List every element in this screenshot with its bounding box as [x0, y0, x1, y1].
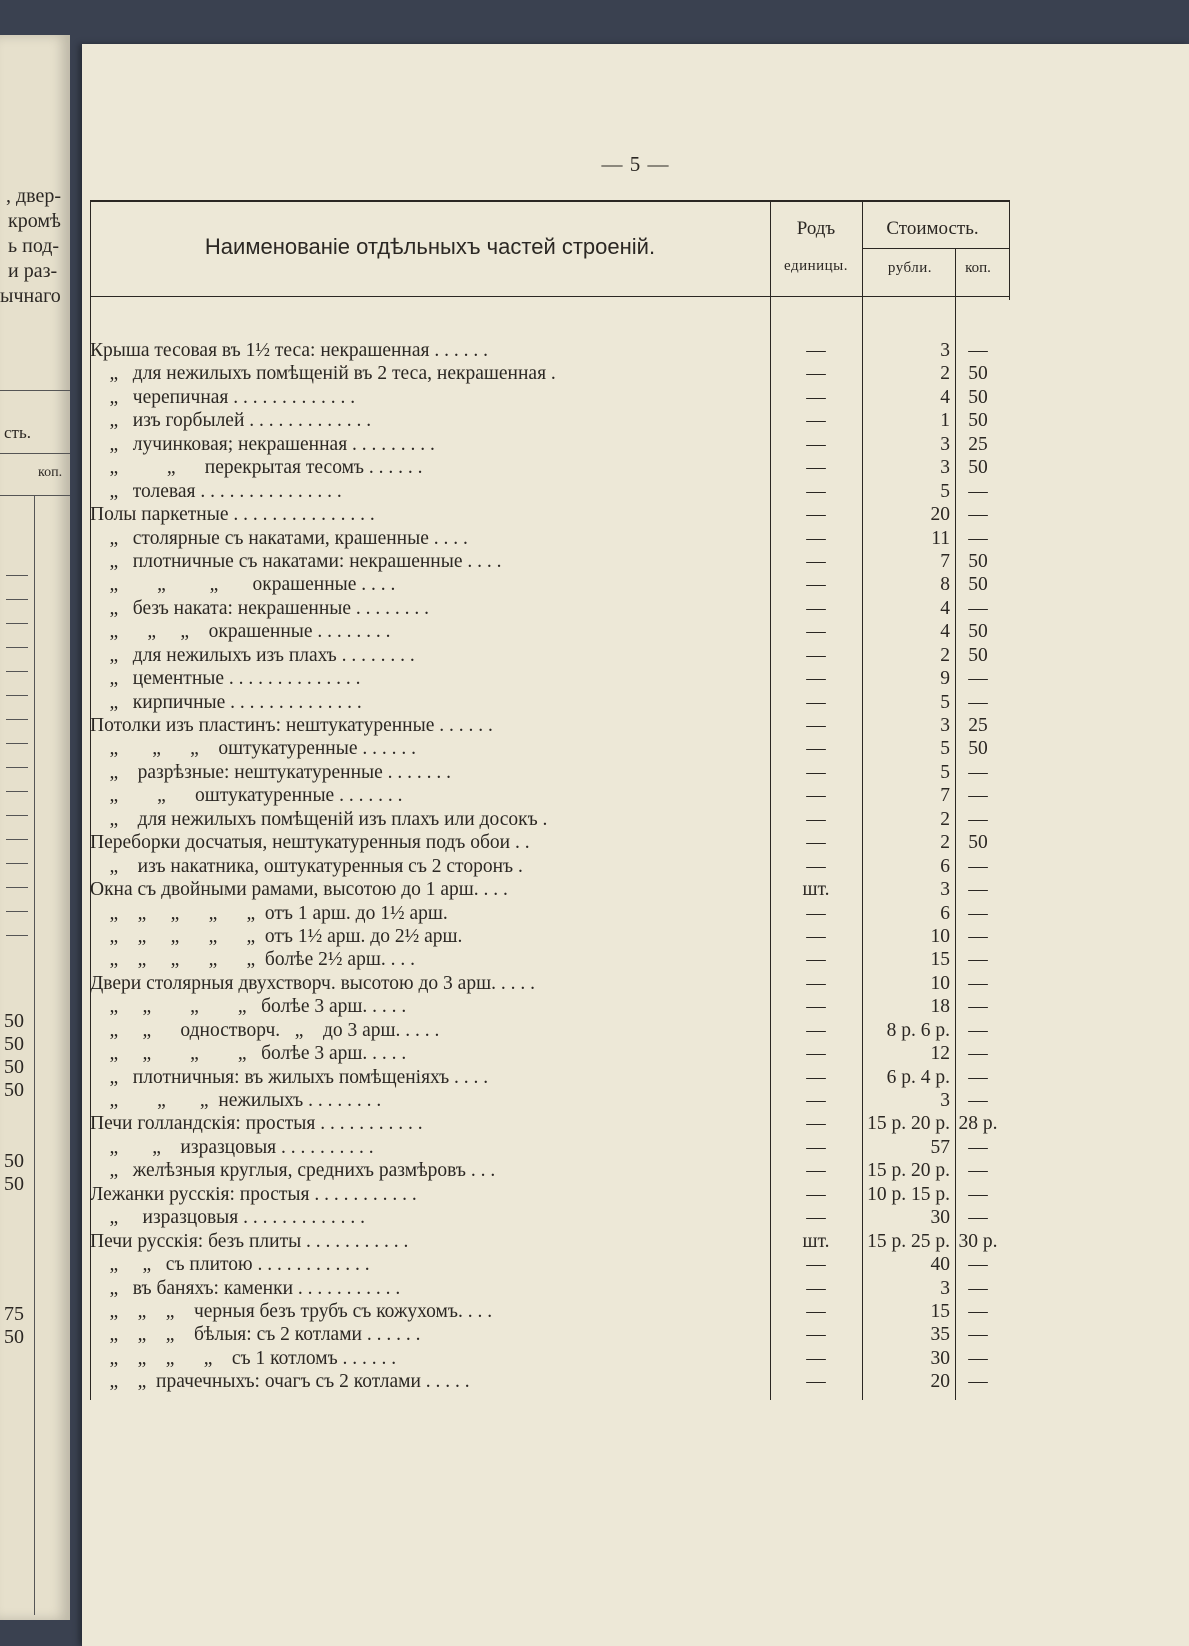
kop-cell: 30 р.	[958, 1230, 998, 1252]
rub-cell: 20	[930, 1371, 950, 1393]
rub-cell: 11	[931, 527, 950, 549]
rub-cell: 15 р. 20 р.	[867, 1113, 950, 1135]
unit-cell: —	[806, 1019, 826, 1041]
item-name: Печи русскія: безъ плиты . . . . . . . . . . .	[90, 1230, 409, 1252]
rub-cell: 30	[930, 1207, 950, 1229]
rub-cell: 9	[940, 668, 950, 690]
unit-cell: —	[806, 1160, 826, 1182]
kop-cell: 28 р.	[958, 1113, 998, 1135]
item-name: „ разрѣзные: нештукатуренные . . . . . . .	[90, 761, 452, 783]
item-name: Двери столярныя двухстворч. высотою до 3 арш. . . . .	[90, 972, 535, 994]
item-name: „ плотничныя: въ жилыхъ помѣщеніяхъ . . . .	[90, 1066, 489, 1088]
table-body	[90, 339, 1010, 1394]
left-fragment-text: и раз-	[8, 260, 58, 282]
kop-cell: —	[968, 1043, 988, 1065]
unit-cell: —	[806, 386, 826, 408]
kop-cell: —	[968, 480, 988, 502]
rub-cell: 5	[940, 691, 950, 713]
unit-cell: —	[806, 644, 826, 666]
rub-cell: 7	[940, 785, 950, 807]
left-fragment-value: 50	[4, 1079, 24, 1101]
rub-cell: 40	[930, 1254, 950, 1276]
unit-cell: —	[806, 761, 826, 783]
unit-cell: —	[806, 550, 826, 572]
left-fragment-value: 50	[4, 1010, 24, 1032]
unit-cell: —	[806, 527, 826, 549]
header-unit: Родъ	[796, 218, 836, 239]
rub-cell: 7	[940, 550, 950, 572]
left-fragment-text: , двер-	[6, 185, 62, 207]
kop-cell: —	[968, 996, 988, 1018]
table-row	[90, 761, 1010, 784]
unit-cell: —	[806, 949, 826, 971]
table-row	[90, 691, 1010, 714]
kop-cell: —	[968, 879, 988, 901]
table-row	[90, 1206, 1010, 1229]
left-fragment-dash	[6, 839, 28, 840]
item-name: Лежанки русскія: простыя . . . . . . . . . . .	[90, 1183, 417, 1205]
item-name: „ для нежилыхъ изъ плахъ . . . . . . . .	[90, 644, 415, 666]
header-cost: Стоимость.	[886, 218, 979, 239]
table-row	[90, 1089, 1010, 1112]
unit-cell: —	[806, 1277, 826, 1299]
table-row	[90, 386, 1010, 409]
kop-cell: —	[968, 785, 988, 807]
item-name: „ изразцовыя . . . . . . . . . . . . .	[90, 1207, 365, 1229]
kop-cell: 50	[968, 550, 988, 572]
unit-cell: —	[806, 1136, 826, 1158]
kop-cell: —	[968, 691, 988, 713]
table-row	[90, 667, 1010, 690]
item-name: „ „ съ плитою . . . . . . . . . . . .	[90, 1254, 370, 1276]
header-name: Наименованіе отдѣльныхъ частей строеній.	[204, 234, 656, 259]
rub-cell: 3	[940, 715, 950, 736]
unit-cell: —	[806, 1090, 826, 1111]
table-row	[90, 433, 1010, 456]
unit-cell: —	[806, 785, 826, 807]
left-fragment-rule	[0, 453, 70, 454]
rub-cell: 10 р. 15 р.	[867, 1183, 950, 1205]
left-fragment-dash	[6, 599, 28, 600]
table-row	[90, 362, 1010, 385]
table-row	[90, 1347, 1010, 1370]
item-name: „ „ „ „ съ 1 котломъ . . . . . .	[90, 1347, 397, 1369]
item-name: „ желѣзныя круглыя, среднихъ размѣровъ . . .	[90, 1160, 496, 1182]
rub-cell: 3	[940, 879, 950, 901]
rub-cell: 30	[930, 1347, 950, 1369]
table-row	[90, 1230, 1010, 1253]
left-fragment-text: ычнаго	[0, 285, 61, 307]
item-name: „ „ „ „ болѣе 3 арш. . . . .	[90, 1043, 407, 1065]
rub-cell: 5	[940, 480, 950, 502]
left-fragment-rule	[0, 495, 70, 496]
kop-cell: 50	[968, 386, 988, 408]
table-row	[90, 597, 1010, 620]
kop-cell: —	[968, 1347, 988, 1369]
table-row	[90, 878, 1010, 901]
rub-cell: 18	[930, 996, 950, 1018]
unit-cell: —	[806, 832, 826, 854]
item-name: „ „ прачечныхъ: очагъ съ 2 котлами . . . . .	[90, 1371, 470, 1393]
left-fragment-dash	[6, 911, 28, 912]
table-row	[90, 1183, 1010, 1206]
kop-cell: —	[968, 340, 988, 361]
rub-cell: 2	[940, 363, 950, 385]
table-row	[90, 1019, 1010, 1042]
left-fragment-dash	[6, 791, 28, 792]
item-name: „ для нежилыхъ помѣщеній въ 2 теса, некрашенная .	[90, 363, 556, 385]
header-bottom-border	[90, 296, 1010, 297]
item-name: Полы паркетные . . . . . . . . . . . . . . .	[90, 504, 375, 526]
kop-cell: —	[968, 1254, 988, 1276]
unit-cell: —	[806, 925, 826, 947]
kop-cell: 25	[968, 715, 988, 736]
left-fragment-value: 50	[4, 1150, 24, 1172]
item-name: „ „ „ „ „ отъ 1 арш. до 1½ арш.	[90, 902, 448, 924]
header-unit-sub: единицы.	[783, 258, 849, 274]
rub-cell: 6	[940, 855, 950, 877]
rub-cell: 1	[940, 410, 950, 432]
unit-cell: —	[806, 433, 826, 455]
kop-cell: —	[968, 1277, 988, 1299]
table-row	[90, 855, 1010, 878]
left-fragment-dash	[6, 743, 28, 744]
item-name: „ изъ накатника, оштукатуренныя съ 2 сторонъ .	[90, 855, 523, 877]
rub-cell: 57	[930, 1136, 950, 1158]
item-name: „ столярные съ накатами, крашенные . . . .	[90, 527, 468, 549]
unit-cell: —	[806, 1254, 826, 1276]
left-fragment-dash	[6, 623, 28, 624]
table-row	[90, 339, 1010, 362]
kop-cell: —	[968, 597, 988, 619]
rub-cell: 4	[940, 597, 950, 619]
kop-cell: —	[968, 1324, 988, 1346]
left-fragment-kop: коп.	[38, 465, 63, 480]
item-name: „ „ оштукатуренные . . . . . . .	[90, 785, 403, 807]
rub-cell: 5	[940, 738, 950, 760]
kop-cell: —	[968, 1019, 988, 1041]
price-table	[90, 200, 1010, 1400]
unit-cell: —	[806, 902, 826, 924]
item-name: „ изъ горбылей . . . . . . . . . . . . .	[90, 410, 372, 432]
table-row	[90, 1300, 1010, 1323]
rub-cell: 15	[930, 949, 950, 971]
unit-cell: —	[806, 574, 826, 596]
unit-cell: —	[806, 410, 826, 432]
table-row	[90, 948, 1010, 971]
rub-cell: 20	[930, 504, 950, 526]
table-row	[90, 1112, 1010, 1135]
kop-cell: —	[968, 1090, 988, 1111]
table-row	[90, 808, 1010, 831]
unit-cell: —	[806, 597, 826, 619]
item-name: „ „ „ „ „ отъ 1½ арш. до 2½ арш.	[90, 925, 463, 947]
table-row	[90, 995, 1010, 1018]
kop-cell: —	[968, 1066, 988, 1088]
kop-cell: —	[968, 1207, 988, 1229]
table-row	[90, 527, 1010, 550]
left-page-fragment	[0, 35, 70, 1620]
item-name: „ „ „ „ болѣе 3 арш. . . . .	[90, 996, 407, 1018]
table-row	[90, 1370, 1010, 1393]
rub-cell: 12	[930, 1043, 950, 1065]
table-row	[90, 1323, 1010, 1346]
item-name: „ „ „ черныя безъ трубъ съ кожухомъ. . . .	[90, 1300, 493, 1322]
table-row	[90, 1159, 1010, 1182]
left-fragment-dash	[6, 695, 28, 696]
kop-cell: 50	[968, 832, 988, 854]
kop-cell: —	[968, 949, 988, 971]
kop-cell: 50	[968, 410, 988, 432]
unit-cell: —	[806, 1207, 826, 1229]
left-fragment-dash	[6, 935, 28, 936]
unit-cell: —	[806, 1324, 826, 1346]
unit-cell: —	[806, 1347, 826, 1369]
unit-cell: —	[806, 855, 826, 877]
unit-cell: —	[806, 1066, 826, 1088]
kop-cell: —	[968, 761, 988, 783]
unit-cell: —	[806, 996, 826, 1018]
rub-cell: 3	[940, 457, 950, 479]
left-fragment-dash	[6, 647, 28, 648]
left-fragment-value: 50	[4, 1056, 24, 1078]
table-row	[90, 620, 1010, 643]
page-number: — 5 —	[601, 152, 670, 176]
rub-cell: 6	[940, 902, 950, 924]
header-rub: рубли.	[887, 260, 933, 276]
item-name: „ „ „ оштукатуренные . . . . . .	[90, 738, 416, 760]
rub-cell: 2	[940, 808, 950, 830]
kop-cell: —	[968, 925, 988, 947]
item-name: „ черепичная . . . . . . . . . . . . .	[90, 386, 356, 408]
item-name: „ „ перекрытая тесомъ . . . . . .	[90, 457, 423, 479]
item-name: Крыша тесовая въ 1½ теса: некрашенная . . . . . .	[90, 340, 488, 361]
unit-cell: —	[806, 1183, 826, 1205]
left-fragment-dash	[6, 575, 28, 576]
rub-cell: 10	[930, 925, 950, 947]
left-fragment-header: сть.	[4, 423, 31, 442]
item-name: Потолки изъ пластинъ: нештукатуренные . . . . . .	[90, 715, 493, 736]
unit-cell: —	[806, 504, 826, 526]
table-row	[90, 1042, 1010, 1065]
rub-cell: 8 р. 6 р.	[886, 1019, 950, 1041]
kop-cell: —	[968, 972, 988, 994]
table-row	[90, 714, 1010, 737]
table-row	[90, 972, 1010, 995]
item-name: „ „ „ окрашенные . . . .	[90, 574, 396, 596]
table-row	[90, 456, 1010, 479]
item-name: Переборки досчатыя, нештукатуренныя подъ обои . .	[90, 832, 530, 854]
left-fragment-dash	[6, 815, 28, 816]
unit-cell: —	[806, 715, 826, 736]
header-kop: коп.	[965, 260, 991, 276]
left-fragment-dash	[6, 767, 28, 768]
item-name: „ „ „ бѣлыя: съ 2 котлами . . . . . .	[90, 1324, 421, 1346]
item-name: „ цементные . . . . . . . . . . . . . .	[90, 668, 361, 690]
left-fragment-rule	[0, 390, 70, 391]
unit-cell: —	[806, 480, 826, 502]
left-fragment-value: 50	[4, 1326, 24, 1348]
kop-cell: —	[968, 1183, 988, 1205]
kop-cell: —	[968, 1300, 988, 1322]
kop-cell: —	[968, 527, 988, 549]
item-name: „ „ изразцовыя . . . . . . . . . .	[90, 1136, 374, 1158]
left-fragment-dash	[6, 671, 28, 672]
left-fragment-column-line	[34, 495, 35, 1615]
kop-cell: 50	[968, 644, 988, 666]
rub-cell: 3	[940, 1277, 950, 1299]
left-fragment-value: 75	[4, 1303, 24, 1325]
left-fragment-value: 50	[4, 1033, 24, 1055]
unit-cell: —	[806, 738, 826, 760]
table-row	[90, 831, 1010, 854]
table-row	[90, 737, 1010, 760]
table-row	[90, 573, 1010, 596]
rub-cell: 10	[930, 972, 950, 994]
unit-cell: —	[806, 972, 826, 994]
left-fragment-dash	[6, 719, 28, 720]
rub-cell: 15	[930, 1300, 950, 1322]
table-row	[90, 1253, 1010, 1276]
rub-cell: 15 р. 25 р.	[867, 1230, 950, 1252]
left-fragment-text: кромѣ	[8, 210, 61, 232]
item-name: „ „ „ „ „ болѣе 2½ арш. . . .	[90, 949, 415, 971]
table-row	[90, 550, 1010, 573]
kop-cell: —	[968, 1371, 988, 1393]
item-name: „ въ баняхъ: каменки . . . . . . . . . . .	[90, 1277, 401, 1299]
unit-cell: —	[806, 1371, 826, 1393]
item-name: „ „ одностворч. „ до 3 арш. . . . .	[90, 1019, 440, 1041]
unit-cell: —	[806, 340, 826, 361]
rub-cell: 15 р. 20 р.	[867, 1160, 950, 1182]
kop-cell: —	[968, 1160, 988, 1182]
kop-cell: —	[968, 1136, 988, 1158]
rub-cell: 5	[940, 761, 950, 783]
left-fragment-dash	[6, 887, 28, 888]
rub-cell: 3	[940, 340, 950, 361]
table-row	[90, 480, 1010, 503]
table-row	[90, 409, 1010, 432]
unit-cell: —	[806, 808, 826, 830]
item-name: „ для нежилыхъ помѣщеній изъ плахъ или досокъ .	[90, 808, 548, 830]
unit-cell: —	[806, 1043, 826, 1065]
table-top-border	[90, 200, 1010, 202]
item-name: Окна съ двойными рамами, высотою до 1 арш. . . .	[90, 879, 508, 901]
rub-cell: 35	[930, 1324, 950, 1346]
kop-cell: —	[968, 808, 988, 830]
table-row	[90, 902, 1010, 925]
kop-cell: —	[968, 902, 988, 924]
rub-cell: 6 р. 4 р.	[886, 1066, 950, 1088]
rub-cell: 3	[940, 433, 950, 455]
kop-cell: —	[968, 504, 988, 526]
item-name: „ кирпичные . . . . . . . . . . . . . .	[90, 691, 362, 713]
table-right-border	[1009, 200, 1010, 300]
table-row	[90, 784, 1010, 807]
rub-cell: 4	[940, 621, 950, 643]
unit-cell: шт.	[802, 879, 830, 901]
unit-cell: —	[806, 668, 826, 690]
kop-cell: 50	[968, 621, 988, 643]
rub-cell: 4	[940, 386, 950, 408]
unit-cell: —	[806, 691, 826, 713]
unit-cell: —	[806, 621, 826, 643]
table-row	[90, 644, 1010, 667]
table-row	[90, 1277, 1010, 1300]
unit-cell: —	[806, 457, 826, 479]
rub-cell: 2	[940, 644, 950, 666]
unit-cell: —	[806, 1300, 826, 1322]
table-row	[90, 503, 1010, 526]
rub-cell: 2	[940, 832, 950, 854]
kop-cell: 50	[968, 574, 988, 596]
unit-cell: шт.	[802, 1230, 830, 1252]
kop-cell: 25	[968, 433, 988, 455]
item-name: Печи голландскія: простыя . . . . . . . . . . .	[90, 1113, 423, 1135]
kop-cell: 50	[968, 363, 988, 385]
left-fragment-value: 50	[4, 1173, 24, 1195]
item-name: „ „ „ нежилыхъ . . . . . . . .	[90, 1090, 382, 1111]
rub-cell: 8	[940, 574, 950, 596]
table-row	[90, 925, 1010, 948]
table-row	[90, 1066, 1010, 1089]
left-fragment-text: ь под-	[8, 235, 60, 257]
kop-cell: —	[968, 855, 988, 877]
item-name: „ плотничные съ накатами: некрашенные . . . .	[90, 550, 502, 572]
unit-cell: —	[806, 1113, 826, 1135]
item-name: „ безъ наката: некрашенные . . . . . . . .	[90, 597, 430, 619]
left-fragment-dash	[6, 863, 28, 864]
rub-cell: 3	[940, 1090, 950, 1111]
cost-subheader-divider	[862, 248, 1010, 249]
item-name: „ лучинковая; некрашенная . . . . . . . . .	[90, 433, 435, 455]
kop-cell: 50	[968, 457, 988, 479]
item-name: „ „ „ окрашенные . . . . . . . .	[90, 621, 391, 643]
unit-cell: —	[806, 363, 826, 385]
item-name: „ толевая . . . . . . . . . . . . . . .	[90, 480, 342, 502]
kop-cell: —	[968, 668, 988, 690]
kop-cell: 50	[968, 738, 988, 760]
table-row	[90, 1136, 1010, 1159]
